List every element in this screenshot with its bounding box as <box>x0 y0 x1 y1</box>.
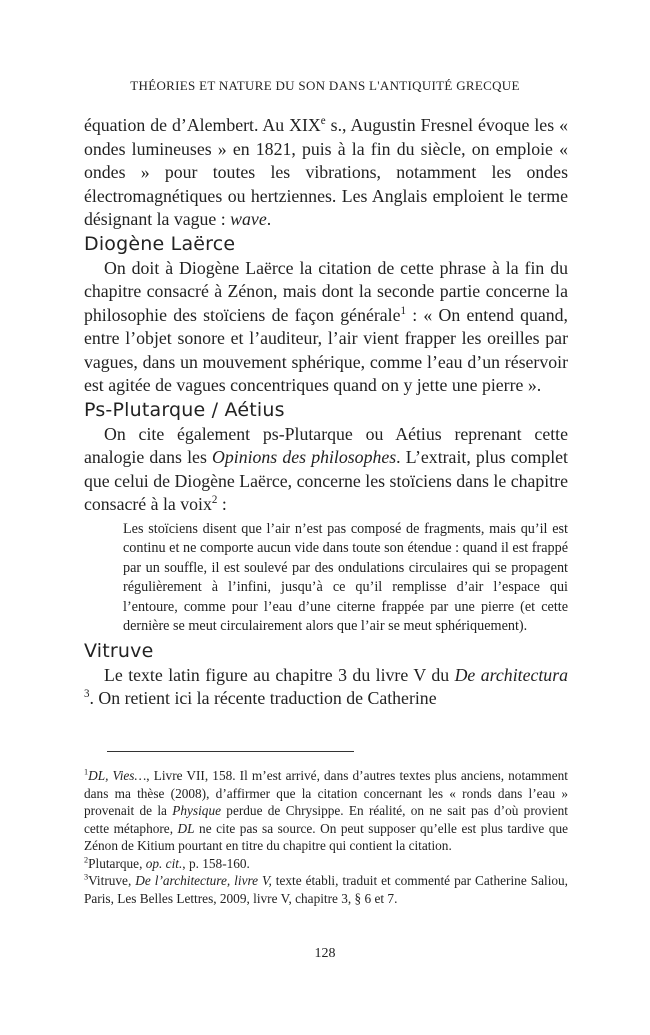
footnote-3-italic-b: De l’architecture, livre V, <box>135 873 272 888</box>
footnote-ref-2[interactable]: 2 <box>211 494 218 507</box>
diogene-paragraph <box>84 257 568 398</box>
footnote-1-italic-a: DL, Vies… <box>88 768 147 783</box>
footnotes <box>84 767 568 907</box>
footnote-1-text-f: ne cite pas sa source. On peut supposer qu’elle est plus tardive que Zénon de Kitium pourtant en titre du chapitre qui contient la citation. <box>84 820 569 853</box>
vitruve-text-3: . On retient ici la récente traduction de Catherine <box>89 688 437 708</box>
page-body <box>84 114 568 711</box>
footnote-3 <box>84 872 568 907</box>
footnote-2-text-a: Plutarque, <box>88 855 146 871</box>
intro-paragraph <box>84 114 568 232</box>
page-number: 128 <box>314 946 336 961</box>
plutarque-text-3: . L’extrait, plus complet que celui de Diogène Laërce, concerne les stoïciens dans le chapitre consacré à la voix <box>84 447 568 514</box>
heading-plutarque: Ps-Plutarque / Aétius <box>84 398 285 421</box>
footnote-3-number: 3 <box>84 872 89 882</box>
footnote-3-text-a: Vitruve, <box>88 873 136 888</box>
footnote-1-number: 1 <box>84 767 89 777</box>
plutarque-italic-title: Opinions des philosophes <box>212 447 397 467</box>
running-head: THÉORIES ET NATURE DU SON DANS L'ANTIQUITÉ GRECQUE <box>130 78 520 93</box>
stoic-quote: Les stoïciens disent que l’air n’est pas composé de fragments, mais qu’il est continu et ne comporte aucun vide dans toute son étendue : quand il est frappé par un souffle, il est soulevé par des ondulations circulaires qui se propagent régulièrement à l’infini, jusqu’à ce qu’il remplisse d’air l’espace qui l’entoure, comme pour l’eau d’une citerne frappée par une pierre (et cette dernière se meut circulairement alors que l’air se meut sphériquement). <box>123 520 568 634</box>
heading-diogene: Diogène Laërce <box>84 232 236 255</box>
footnote-ref-3[interactable]: 3 <box>84 688 90 701</box>
intro-italic-wave: wave <box>230 209 267 229</box>
intro-text-2: s., Augustin Fresnel évoque les « ondes lumineuses » en 1821, puis à la fin du siècle, on emploie « ondes » pour toutes les vibrations, notamment les ondes électromagnétiques ou hertziennes. Les Anglais emploient le terme désignant la vague : <box>84 115 568 229</box>
plutarque-paragraph <box>84 423 568 517</box>
intro-text-1: équation de d’Alembert. Au <box>84 115 290 135</box>
plutarque-text-4: : <box>217 494 227 514</box>
footnote-1 <box>84 767 568 855</box>
century-superscript: e <box>320 115 326 128</box>
footnote-2-number: 2 <box>84 855 89 865</box>
vitruve-italic-title: De architectura <box>454 664 568 685</box>
plutarque-text-1: On cite également ps-Plutarque ou Aétius reprenant cette analogie dans les <box>84 423 568 467</box>
footnote-2-text-c: , p. 158-160. <box>182 855 250 871</box>
footnote-1-italic-c: Physique <box>172 803 221 818</box>
footnote-1-italic-e: DL <box>177 820 195 836</box>
footnote-separator <box>107 751 354 752</box>
footnote-ref-1[interactable]: 1 <box>400 304 407 317</box>
century-numeral: XIX <box>289 115 321 135</box>
footnote-3-text-c: texte établi, traduit et commenté par Catherine Saliou, Paris, Les Belles Lettres, 2009, livre V, chapitre 3, § 6 et 7. <box>84 873 569 906</box>
diogene-text-1: On doit à Diogène Laërce la citation de cette phrase à la fin du chapitre consacré à Zénon, mais dont la seconde partie concerne la philosophie des stoïciens de façon générale <box>84 257 568 325</box>
vitruve-text-1: Le texte latin figure au chapitre 3 du livre V du <box>104 664 455 685</box>
vitruve-paragraph <box>84 664 568 711</box>
footnote-2 <box>84 855 568 873</box>
diogene-text-2: : « On entend quand, entre l’objet sonore et l’auditeur, l’air vient frapper les oreilles par vagues, dans un mouvement sphérique, comme l’eau d’un réservoir est agitée de vagues concentriques quand on y jette une pierre ». <box>84 304 568 395</box>
footnote-2-italic-b: op. cit. <box>145 855 183 871</box>
footnote-1-text-d: perdue de Chrysippe. En réalité, on ne sait pas d’où provient cette métaphore, <box>84 803 568 836</box>
heading-vitruve: Vitruve <box>84 639 154 662</box>
footnote-1-text-b: , Livre VII, 158. Il m’est arrivé, dans d’autres textes plus anciens, notamment dans ma thèse (2008), d’affirmer que la citation concernant les « ronds dans l’eau » provenait de la <box>84 768 568 818</box>
intro-text-4: . <box>266 209 272 229</box>
